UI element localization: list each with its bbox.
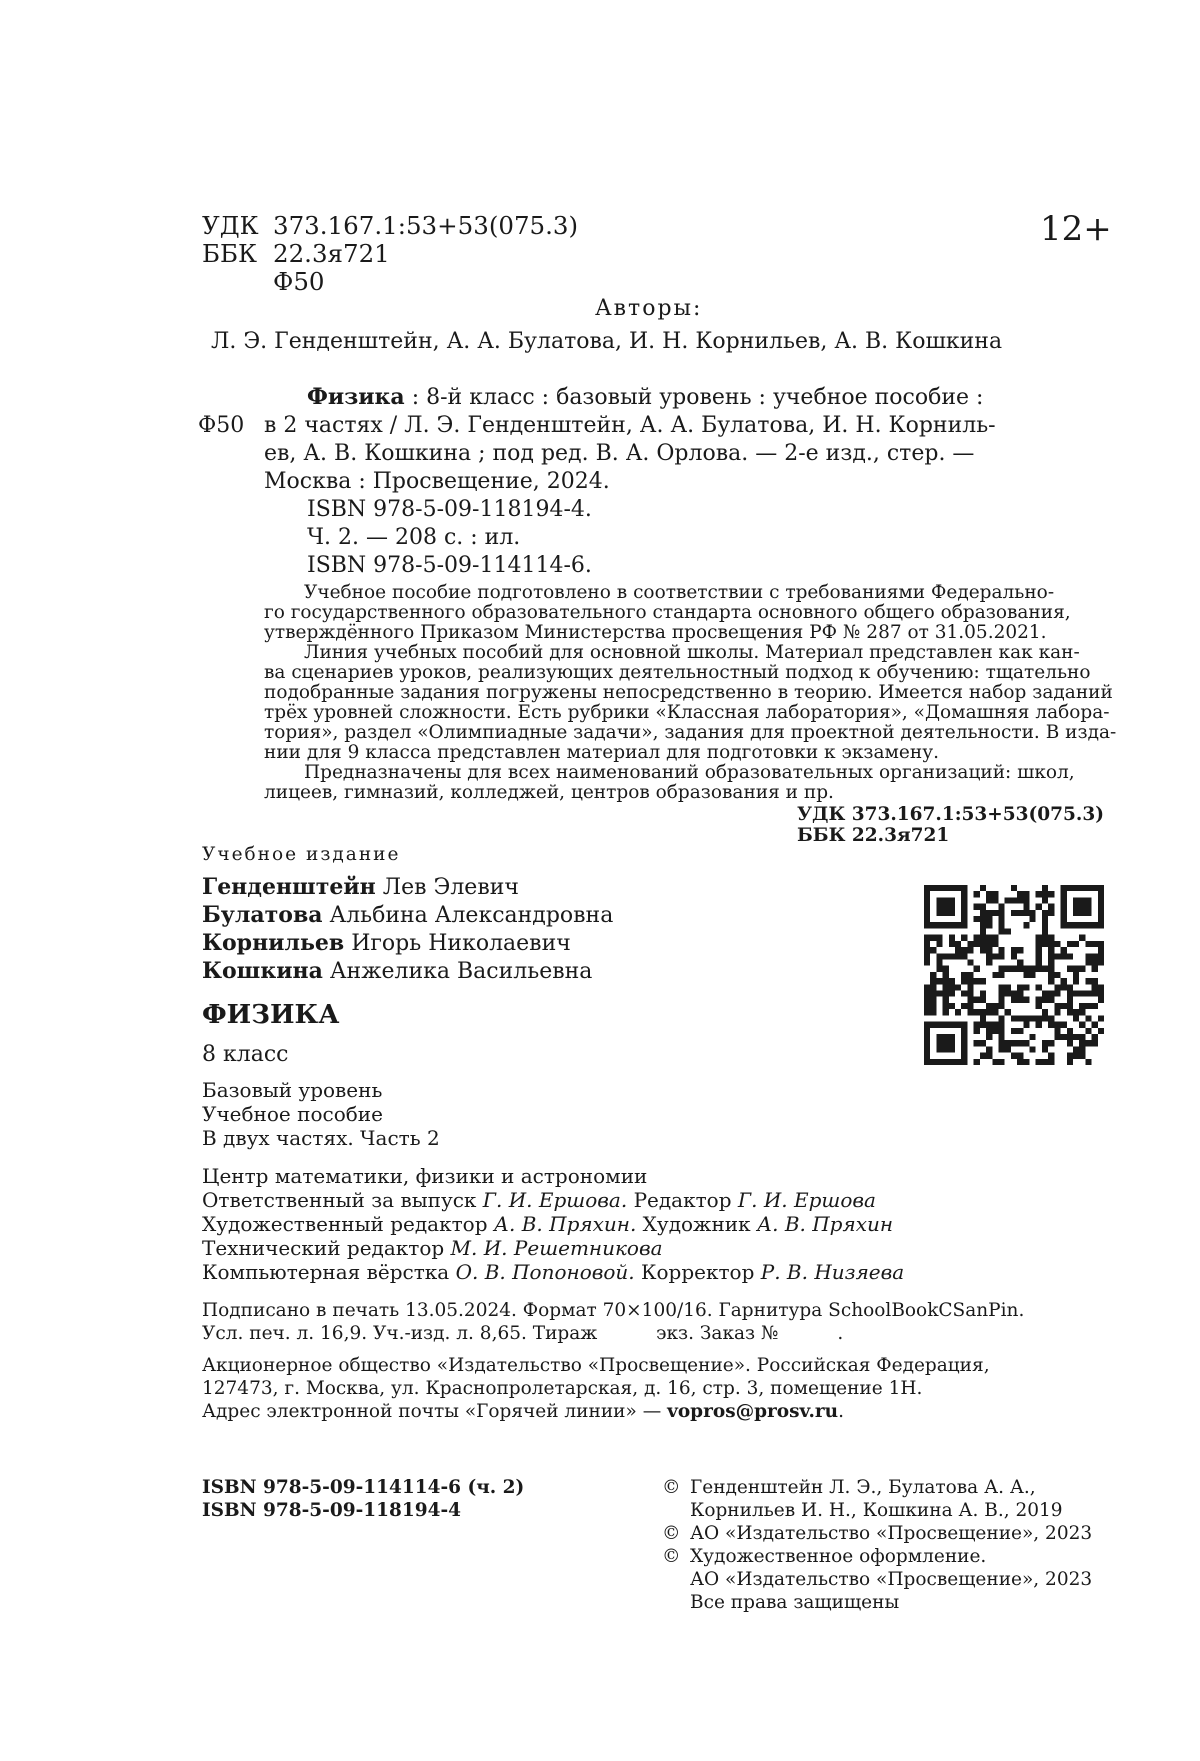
book-title: ФИЗИКА — [202, 1000, 340, 1030]
print-info-line: Усл. печ. л. 16,9. Уч.-изд. л. 8,65. Тираж экз. Заказ № . — [202, 1323, 844, 1344]
isbn-footer-line: ISBN 978-5-09-114114-6 (ч. 2) — [202, 1477, 525, 1498]
authors-names: Л. Э. Генденштейн, А. А. Булатова, И. Н. Корнильев, А. В. Кошкина — [211, 329, 1003, 354]
biblio-part: Ч. 2. — 208 с. : ил. — [307, 525, 521, 550]
annotation-line: подобранные задания погружены непосредственно в теорию. Имеется набор заданий — [264, 682, 1113, 703]
annotation-line: утверждённого Приказом Министерства просвещения РФ № 287 от 31.05.2021. — [264, 622, 1047, 643]
udk-label: УДК — [202, 211, 259, 240]
biblio-isbn1: ISBN 978-5-09-118194-4. — [307, 497, 592, 522]
copyright-text: Корнильев И. Н., Кошкина А. В., 2019 — [690, 1500, 1063, 1521]
publisher-line: 127473, г. Москва, ул. Краснопролетарская, д. 16, стр. 3, помещение 1Н. — [202, 1378, 923, 1399]
copyright-symbol: © — [662, 1523, 681, 1544]
annotation-line: лицеев, гимназий, колледжей, центров образования и пр. — [264, 782, 834, 803]
annotation-line: Учебное пособие подготовлено в соответствии с требованиями Федерально- — [304, 582, 1055, 603]
annotation-line: Линия учебных пособий для основной школы. Материал представлен как кан- — [304, 642, 1080, 663]
qr-code-icon — [924, 885, 1104, 1065]
age-rating: 12+ — [1040, 209, 1112, 249]
author-list-item: Корнильев Игорь Николаевич — [202, 930, 571, 956]
copyright-text: АО «Издательство «Просвещение», 2023 — [690, 1569, 1093, 1590]
credits-responsible: Ответственный за выпуск Г. И. Ершова. Редактор Г. И. Ершова — [202, 1188, 876, 1212]
biblio-line3: ев, А. В. Кошкина ; под ред. В. А. Орлова. — 2-е изд., стер. — — [264, 441, 975, 466]
credits-layout: Компьютерная вёрстка О. В. Попоновой. Корректор Р. В. Низяева — [202, 1260, 905, 1284]
biblio-line1: Физика : 8-й класс : базовый уровень : учебное пособие : — [307, 384, 984, 410]
biblio-isbn2: ISBN 978-5-09-114114-6. — [307, 553, 592, 578]
biblio-line4: Москва : Просвещение, 2024. — [264, 469, 610, 494]
print-info-line: Подписано в печать 13.05.2024. Формат 70×100/16. Гарнитура SchoolBookCSanPin. — [202, 1300, 1025, 1321]
credits-art: Художественный редактор А. В. Пряхин. Художник А. В. Пряхин — [202, 1212, 894, 1236]
annotation-bbk: ББК 22.3я721 — [797, 825, 950, 846]
author-list-item: Генденштейн Лев Элевич — [202, 874, 519, 900]
copyright-symbol: © — [662, 1477, 681, 1498]
credits-tech: Технический редактор М. И. Решетникова — [202, 1236, 663, 1260]
annotation-udk: УДК 373.167.1:53+53(075.3) — [797, 804, 1104, 825]
edition-type: Учебное издание — [202, 844, 401, 865]
biblio-line2: в 2 частях / Л. Э. Генденштейн, А. А. Булатова, И. Н. Корниль- — [264, 413, 996, 438]
copyright-text: Генденштейн Л. Э., Булатова А. А., — [690, 1477, 1036, 1498]
annotation-line: Предназначены для всех наименований образовательных организаций: школ, — [304, 762, 1075, 783]
copyright-text: Все права защищены — [690, 1592, 900, 1613]
book-level: Базовый уровень — [202, 1078, 383, 1102]
bbk-label: ББК — [202, 239, 257, 268]
copyright-text: Художественное оформление. — [690, 1546, 987, 1567]
book-parts: В двух частях. Часть 2 — [202, 1126, 440, 1150]
author-list-item: Кошкина Анжелика Васильевна — [202, 958, 593, 984]
annotation-line: нии для 9 класса представлен материал для подготовки к экзамену. — [264, 742, 939, 763]
annotation-line: тория», раздел «Олимпиадные задачи», задания для проектной деятельности. В изда- — [264, 722, 1117, 743]
author-list-item: Булатова Альбина Александровна — [202, 902, 614, 928]
publisher-email: vopros@prosv.ru — [667, 1401, 839, 1422]
biblio-title: Физика — [307, 384, 405, 410]
annotation-line: го государственного образовательного стандарта основного общего образования, — [264, 602, 1071, 623]
author-mark: Ф50 — [273, 267, 325, 296]
book-grade: 8 класс — [202, 1042, 289, 1067]
isbn-footer-line: ISBN 978-5-09-118194-4 — [202, 1500, 462, 1521]
annotation-line: трёх уровней сложности. Есть рубрики «Классная лаборатория», «Домашняя лабора- — [264, 702, 1110, 723]
copyright-symbol: © — [662, 1546, 681, 1567]
biblio-mark: Ф50 — [198, 413, 245, 438]
copyright-text: АО «Издательство «Просвещение», 2023 — [690, 1523, 1093, 1544]
credits-center: Центр математики, физики и астрономии — [202, 1164, 648, 1188]
udk-code: 373.167.1:53+53(075.3) — [273, 211, 579, 240]
bbk-code: 22.3я721 — [273, 239, 390, 268]
authors-label: Авторы: — [595, 296, 703, 321]
publisher-line: Адрес электронной почты «Горячей линии» — vopros@prosv.ru. — [202, 1401, 844, 1422]
publisher-line: Акционерное общество «Издательство «Просвещение». Российская Федерация, — [202, 1355, 990, 1376]
book-kind: Учебное пособие — [202, 1102, 383, 1126]
annotation-line: ва сценариев уроков, реализующих деятельностный подход к обучению: тщательно — [264, 662, 1091, 683]
